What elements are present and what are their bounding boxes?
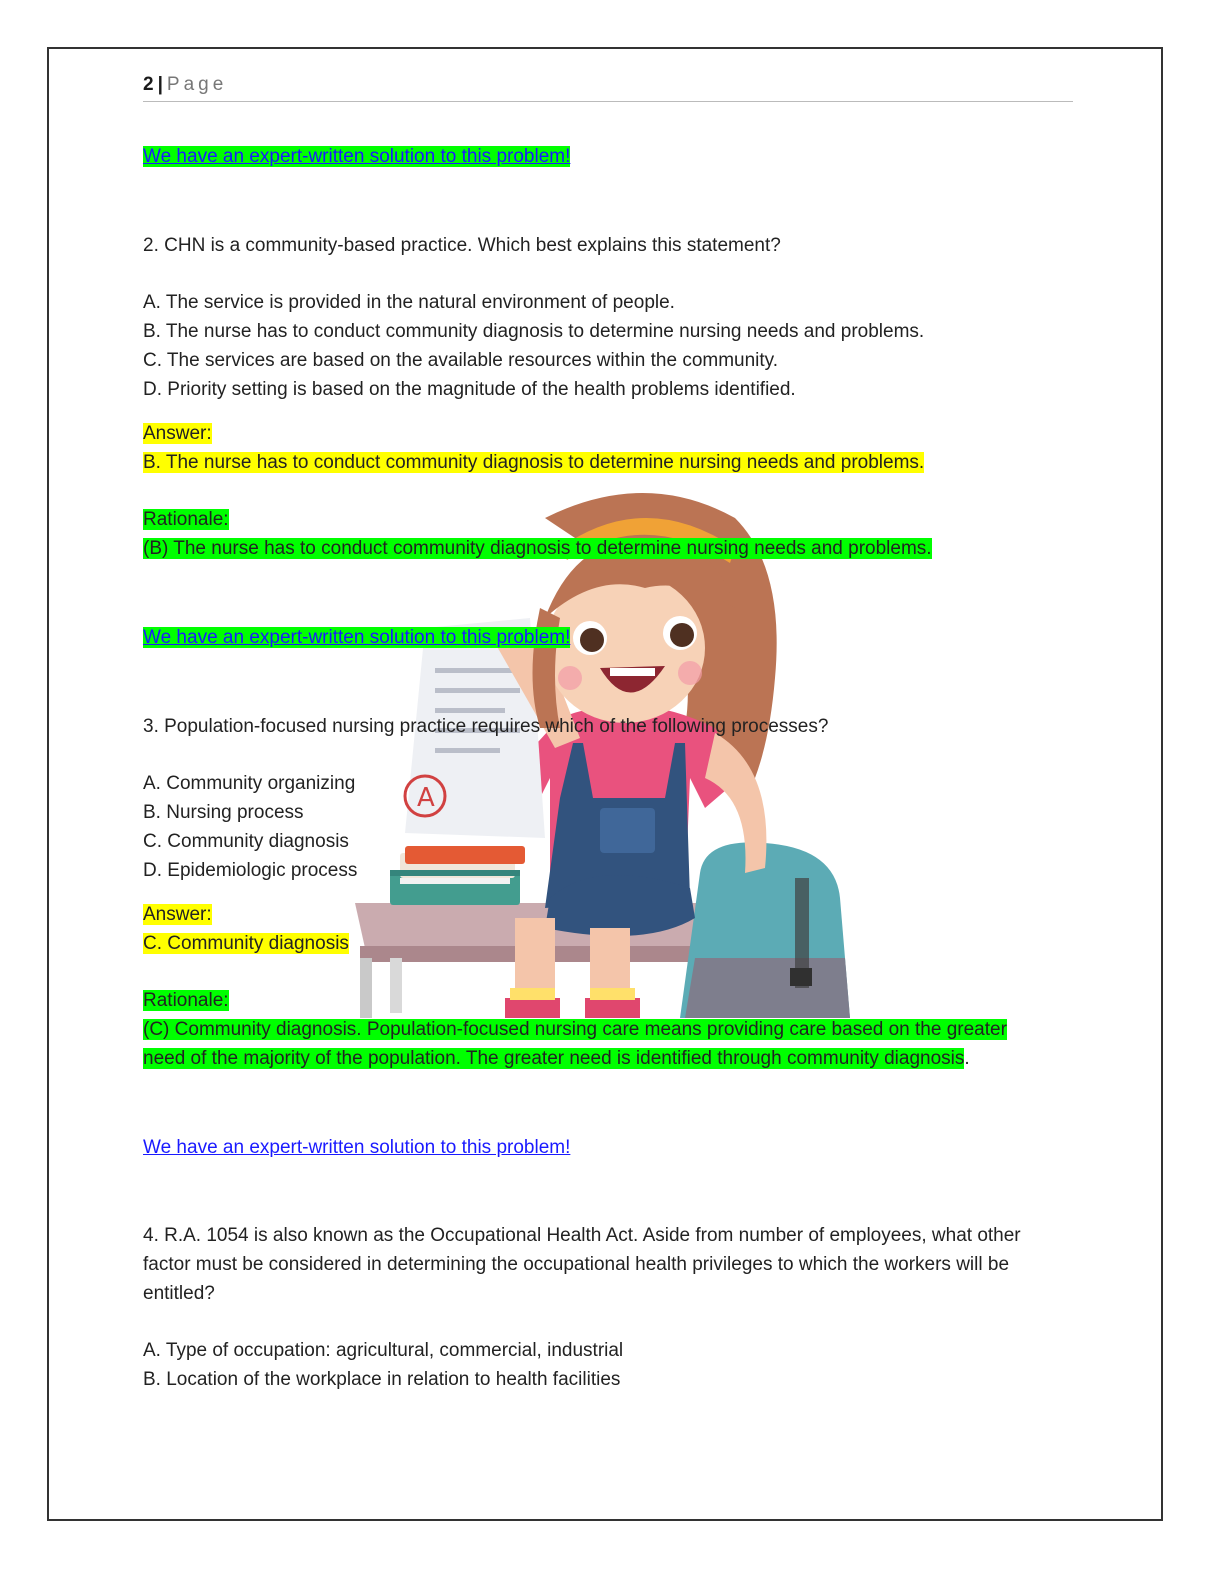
q3-option-c: C. Community diagnosis	[143, 831, 349, 852]
solution-link-2[interactable]: We have an expert-written solution to this problem!	[143, 627, 571, 648]
q4-question-line-2: factor must be considered in determining the occupational health privileges to which the workers will be	[143, 1254, 1010, 1275]
q4-option-b: B. Location of the workplace in relation to health facilities	[143, 1369, 621, 1390]
q3-rationale-line-1: (C) Community diagnosis. Population-focused nursing care means providing care based on the greater	[143, 1019, 1007, 1040]
q3-answer-label: Answer:	[143, 904, 212, 925]
solution-link-1[interactable]: We have an expert-written solution to this problem!	[143, 146, 571, 167]
q3-option-b: B. Nursing process	[143, 802, 304, 823]
q4-question-line-1: 4. R.A. 1054 is also known as the Occupational Health Act. Aside from number of employees, what other	[143, 1225, 1021, 1246]
grade-mark: A	[417, 783, 435, 813]
q3-option-d: D. Epidemiologic process	[143, 860, 358, 881]
q3-answer: C. Community diagnosis	[143, 933, 349, 954]
q2-option-c: C. The services are based on the available resources within the community.	[143, 350, 779, 371]
page-number: 2	[143, 74, 154, 95]
solution-link-3[interactable]: We have an expert-written solution to this problem!	[143, 1137, 571, 1158]
q2-option-d: D. Priority setting is based on the magnitude of the health problems identified.	[143, 379, 796, 400]
q3-option-a: A. Community organizing	[143, 773, 356, 794]
q2-option-b: B. The nurse has to conduct community diagnosis to determine nursing needs and problems.	[143, 321, 925, 342]
q2-question: 2. CHN is a community-based practice. Which best explains this statement?	[143, 235, 781, 256]
q2-rationale-label: Rationale:	[143, 509, 229, 530]
q3-rationale-line-2: need of the majority of the population. The greater need is identified through community diagnosis.	[143, 1048, 970, 1069]
q4-question-line-3: entitled?	[143, 1283, 215, 1304]
q4-option-a: A. Type of occupation: agricultural, commercial, industrial	[143, 1340, 624, 1361]
header-separator: |	[157, 74, 163, 95]
q2-rationale: (B) The nurse has to conduct community diagnosis to determine nursing needs and problems.	[143, 538, 932, 559]
page-label: Page	[166, 74, 228, 95]
q2-answer: B. The nurse has to conduct community diagnosis to determine nursing needs and problems.	[143, 452, 925, 473]
q3-question: 3. Population-focused nursing practice requires which of the following processes?	[143, 716, 829, 737]
q2-answer-label: Answer:	[143, 423, 212, 444]
q2-option-a: A. The service is provided in the natural environment of people.	[143, 292, 675, 313]
q3-rationale-label: Rationale:	[143, 990, 229, 1011]
